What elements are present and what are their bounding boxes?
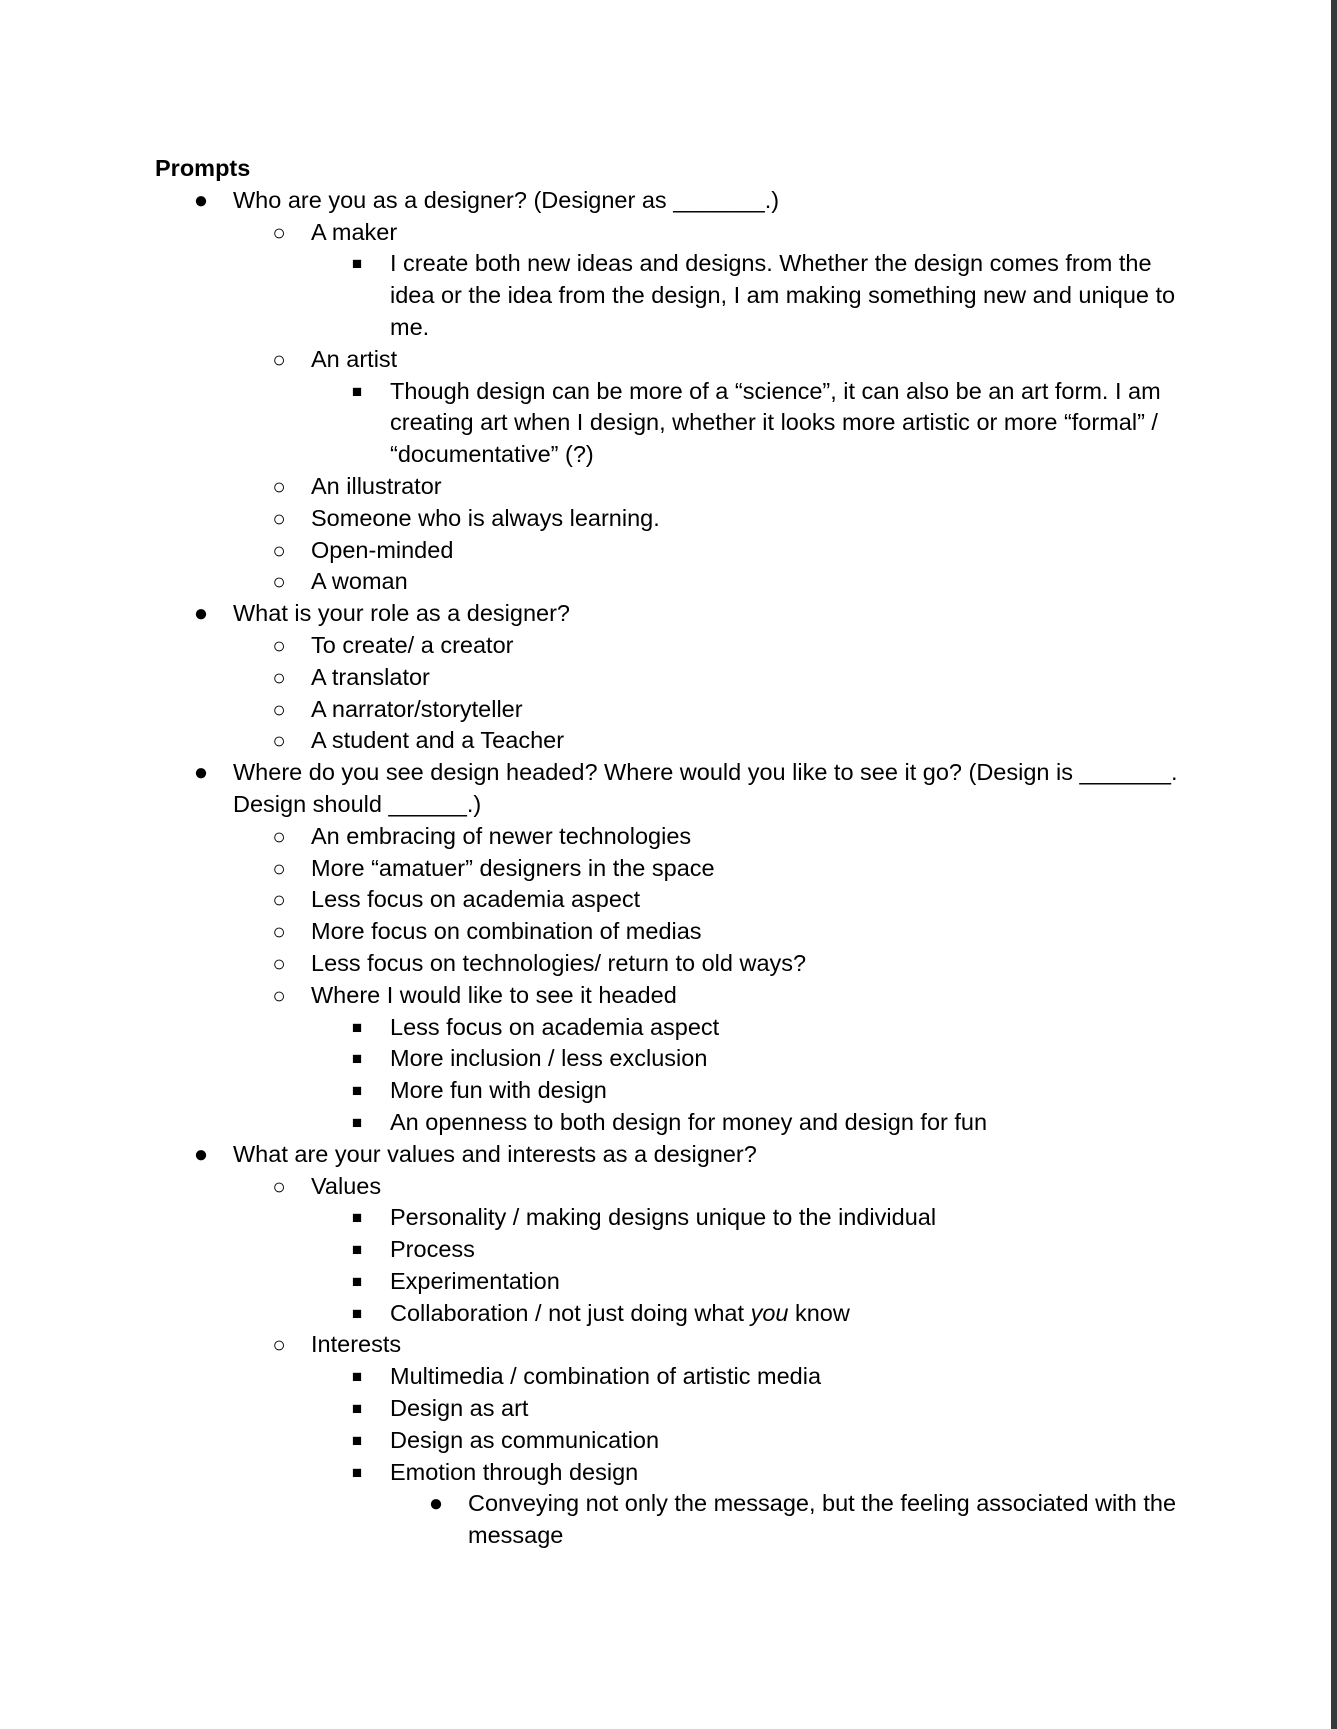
answer-text: Less focus on technologies/ return to old ways? (311, 949, 807, 976)
circle-bullet-icon: ○ (272, 632, 286, 658)
list-item (154, 1393, 1185, 1425)
circle-bullet-icon: ○ (272, 982, 286, 1008)
answer-text: Interests (311, 1331, 402, 1358)
list-item (154, 1202, 1185, 1234)
answer-text: More “amatuer” designers in the space (311, 854, 715, 881)
circle-bullet-icon: ○ (272, 473, 286, 499)
circle-bullet-icon: ○ (272, 505, 286, 531)
answer-list (272, 1171, 1185, 1553)
prompt-text: Where do you see design headed? Where would you like to see it go? (Design is _______. Design should ______.) (233, 759, 1178, 817)
section-heading: Prompts (155, 155, 251, 181)
circle-bullet-icon: ○ (272, 728, 286, 754)
list-item (154, 1457, 1185, 1552)
circle-bullet-icon: ○ (272, 1173, 286, 1199)
answer-text: An artist (311, 345, 398, 372)
list-item (154, 535, 1185, 567)
disc-bullet-icon: ● (428, 1490, 444, 1518)
note-text: I create both new ideas and designs. Whether the design comes from the idea or the idea from the design, I am making something new and unique to me. (390, 250, 1176, 340)
note-text: An openness to both design for money and design for fun (390, 1108, 988, 1135)
prompt-text: What are your values and interests as a designer? (233, 1140, 757, 1167)
square-bullet-icon: ■ (351, 1399, 363, 1419)
note-text: More inclusion / less exclusion (390, 1045, 708, 1072)
list-item (154, 1075, 1185, 1107)
list-item (154, 916, 1185, 948)
list-item (154, 1266, 1185, 1298)
disc-bullet-icon: ● (193, 600, 209, 628)
list-item (154, 1329, 1185, 1552)
square-bullet-icon: ■ (351, 254, 363, 274)
answer-list (272, 217, 1185, 599)
note-text: Though design can be more of a “science”, it can also be an art form. I am creating art when I design, whether it looks more artistic or more “formal” / “documentative” (?) (390, 377, 1161, 468)
list-item (154, 1361, 1185, 1393)
note-text: Emotion through design (390, 1458, 639, 1485)
list-item (154, 1425, 1185, 1457)
note-list (311, 1012, 1185, 1139)
circle-bullet-icon: ○ (272, 855, 286, 881)
note-text: Process (390, 1236, 475, 1263)
list-item (154, 1298, 1185, 1330)
circle-bullet-icon: ○ (272, 1332, 286, 1358)
prompt-item-4 (155, 1139, 1185, 1552)
circle-bullet-icon: ○ (272, 664, 286, 690)
note-text-part: Collaboration / not just doing what (390, 1299, 751, 1326)
answer-text: Someone who is always learning. (311, 504, 660, 531)
note-list (311, 1361, 1185, 1552)
circle-bullet-icon: ○ (272, 950, 286, 976)
answer-text: An illustrator (311, 472, 442, 499)
note-text: Experimentation (390, 1267, 560, 1294)
list-item (154, 1043, 1185, 1075)
square-bullet-icon: ■ (351, 1367, 363, 1387)
disc-bullet-icon: ● (193, 186, 209, 214)
list-item (154, 1234, 1185, 1266)
disc-bullet-icon: ● (193, 759, 209, 787)
list-item (154, 662, 1185, 694)
circle-bullet-icon: ○ (272, 537, 286, 563)
answer-text: A translator (311, 663, 430, 690)
list-item (154, 821, 1185, 853)
list-item (154, 725, 1185, 757)
list-item (154, 1012, 1185, 1044)
circle-bullet-icon: ○ (272, 919, 286, 945)
circle-bullet-icon: ○ (272, 823, 286, 849)
square-bullet-icon: ■ (351, 1017, 363, 1037)
answer-list (272, 821, 1185, 1139)
answer-text: More focus on combination of medias (311, 918, 702, 945)
list-item (154, 853, 1185, 885)
sub-note-list (390, 1488, 1185, 1552)
list-item (154, 344, 1185, 471)
note-text: Design as communication (390, 1426, 660, 1453)
list-item (154, 884, 1185, 916)
circle-bullet-icon: ○ (272, 346, 286, 372)
prompt-item-2 (155, 598, 1185, 757)
note-text-part: know (788, 1299, 850, 1326)
note-list (311, 376, 1185, 471)
list-item (154, 1107, 1185, 1139)
square-bullet-icon: ■ (351, 381, 363, 401)
note-list (311, 248, 1185, 343)
circle-bullet-icon: ○ (272, 569, 286, 595)
list-item (154, 1488, 1185, 1552)
list-item (154, 217, 1185, 344)
page-edge-shadow (1331, 0, 1337, 1729)
disc-bullet-icon: ● (193, 1140, 209, 1168)
list-item (154, 694, 1185, 726)
note-text: More fun with design (390, 1077, 607, 1104)
answer-text: A woman (311, 568, 408, 595)
note-text: Less focus on academia aspect (390, 1013, 720, 1040)
answer-text: An embracing of newer technologies (311, 822, 692, 849)
note-text: Design as art (390, 1395, 529, 1422)
answer-list (272, 630, 1185, 757)
square-bullet-icon: ■ (351, 1462, 363, 1482)
circle-bullet-icon: ○ (272, 219, 286, 245)
note-text: Multimedia / combination of artistic media (390, 1363, 822, 1390)
square-bullet-icon: ■ (351, 1112, 363, 1132)
list-item (154, 566, 1185, 598)
circle-bullet-icon: ○ (272, 696, 286, 722)
square-bullet-icon: ■ (351, 1049, 363, 1069)
square-bullet-icon: ■ (351, 1081, 363, 1101)
square-bullet-icon: ■ (351, 1271, 363, 1291)
square-bullet-icon: ■ (351, 1240, 363, 1260)
answer-text: A maker (311, 218, 398, 245)
answer-text: A narrator/storyteller (311, 695, 523, 722)
list-item (154, 948, 1185, 980)
list-item (154, 980, 1185, 1139)
document-body (155, 153, 1185, 1552)
square-bullet-icon: ■ (351, 1303, 363, 1323)
list-item (154, 1171, 1185, 1330)
prompt-item-1 (155, 185, 1185, 598)
prompt-list (155, 185, 1185, 1552)
square-bullet-icon: ■ (351, 1430, 363, 1450)
note-text: Personality / making designs unique to the individual (390, 1204, 937, 1231)
answer-text: Less focus on academia aspect (311, 886, 641, 913)
list-item (154, 376, 1185, 471)
answer-text: To create/ a creator (311, 631, 514, 658)
sub-note-text: Conveying not only the message, but the feeling associated with the message (468, 1490, 1177, 1549)
list-item (154, 630, 1185, 662)
prompt-text: Who are you as a designer? (Designer as _______.) (233, 186, 780, 213)
answer-text: Open-minded (311, 536, 454, 563)
emphasis-text: you (750, 1299, 789, 1326)
note-list (311, 1202, 1185, 1329)
list-item (154, 248, 1185, 343)
circle-bullet-icon: ○ (272, 887, 286, 913)
list-item (154, 503, 1185, 535)
prompt-item-3 (155, 757, 1185, 1139)
prompt-text: What is your role as a designer? (233, 600, 570, 627)
answer-text: Values (311, 1172, 382, 1199)
answer-text: Where I would like to see it headed (311, 981, 677, 1008)
list-item (154, 471, 1185, 503)
answer-text: A student and a Teacher (311, 727, 565, 754)
note-text (390, 1300, 850, 1326)
square-bullet-icon: ■ (351, 1208, 363, 1228)
